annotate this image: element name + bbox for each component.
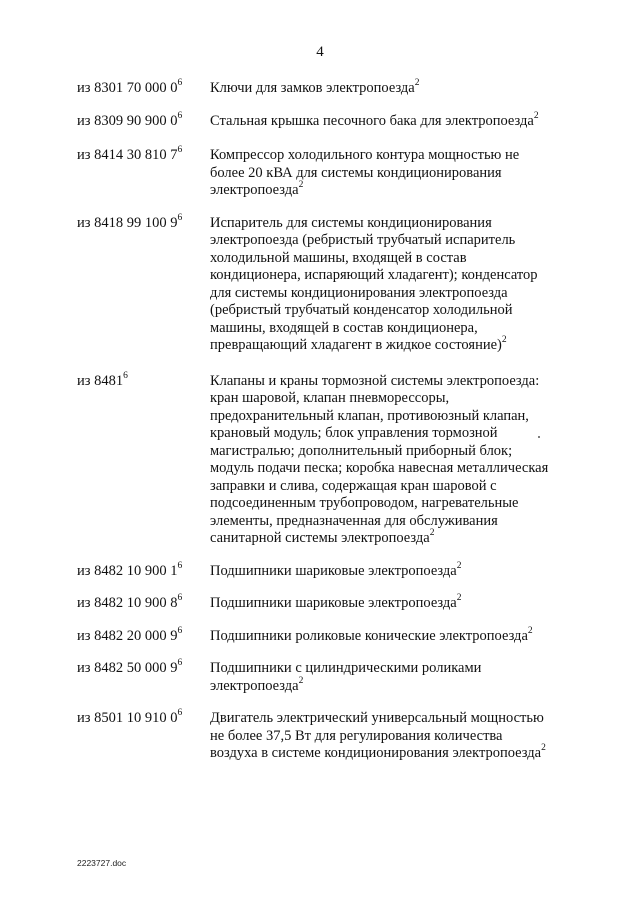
table-row <box>77 212 577 355</box>
item-description <box>210 147 577 200</box>
table-row <box>77 560 577 581</box>
item-description <box>210 710 577 763</box>
item-description <box>210 660 577 695</box>
footnote-mark: 6 <box>177 212 183 223</box>
footnote-mark: 2 <box>527 625 533 636</box>
description-line: подсоединенным трубопроводом, нагревательные <box>210 495 519 511</box>
footnote-mark: 2 <box>429 528 435 539</box>
footnote-mark: 6 <box>123 370 128 381</box>
footnote-mark: 2 <box>533 110 539 121</box>
description-line: Двигатель электрический универсальный мощностью <box>210 710 544 726</box>
description-line: более 20 кВА для системы кондиционирования <box>210 164 502 181</box>
table-row <box>77 710 577 763</box>
scan-speck <box>538 436 540 438</box>
table-row <box>77 110 577 131</box>
description-line: Подшипники шариковые электропоезда$^2$ <box>210 560 462 579</box>
tariff-code: из 8301 70 000 $0^6$ <box>77 78 183 96</box>
tariff-code: из 8481$^6$ <box>77 370 128 389</box>
item-description <box>210 215 577 355</box>
description-line: Компрессор холодильного контура мощностью не <box>210 147 520 163</box>
item-description <box>210 595 577 613</box>
tariff-code: из 8482 50 000 $9^6$ <box>77 658 183 676</box>
item-description <box>210 373 577 548</box>
footnote-mark: 6 <box>177 625 183 636</box>
footnote-mark: 6 <box>177 560 183 571</box>
footnote-mark: 2 <box>456 560 462 571</box>
description-line: холодильной машины, входящей в состав <box>210 249 467 266</box>
description-line: превращающий хладагент в жидкое состояние)$^2$ <box>210 335 507 353</box>
description-line: Ключи для замков электропоезда$^2$ <box>210 78 420 96</box>
description-line: Стальная крышка песочного бака для электропоезда$^2$ <box>210 110 539 129</box>
description-line: кондиционера, испаряющий хладагент); конденсатор <box>210 267 538 283</box>
tariff-code: из 8414 30 810 $7^6$ <box>77 145 183 163</box>
tariff-code: из 8309 90 900 $0^6$ <box>77 110 183 129</box>
description-line: электропоезда (ребристый трубчатый испаритель <box>210 232 516 248</box>
description-line: (ребристый трубчатый конденсатор холодильной <box>210 302 513 318</box>
description-line: не более 37,5 Вт для регулирования количества <box>210 727 503 744</box>
footnote-mark: 6 <box>177 145 183 156</box>
footnote-mark: 2 <box>501 335 507 346</box>
description-line: машины, входящей в состав кондиционера, <box>210 319 478 336</box>
description-line: крановый модуль; блок управления тормозной <box>210 425 498 441</box>
description-line: Подшипники роликовые конические электропоезда$^2$ <box>210 625 533 644</box>
item-description <box>210 110 577 131</box>
description-line: элементы, предназначенная для обслуживания <box>210 512 498 529</box>
footnote-mark: 6 <box>177 110 183 121</box>
table-row <box>77 147 577 200</box>
description-line: Клапаны и краны тормозной системы электропоезда: <box>210 372 540 389</box>
table-row <box>77 80 577 98</box>
description-line: электропоезда$^2$ <box>210 180 304 198</box>
tariff-code: из 8482 10 900 $8^6$ <box>77 593 183 611</box>
table-row <box>77 595 577 613</box>
footnote-mark: 2 <box>456 593 462 604</box>
description-line: Подшипники с цилиндрическими роликами <box>210 660 482 676</box>
description-line: Испаритель для системы кондиционирования <box>210 214 492 231</box>
item-description <box>210 625 577 646</box>
description-line: модуль подачи песка; коробка навесная металлическая <box>210 460 549 476</box>
description-line: воздуха в системе кондиционирования электропоезда$^2$ <box>210 743 546 761</box>
footnote-mark: 2 <box>298 675 304 686</box>
description-line: магистралью; дополнительный приборный блок; <box>210 442 513 459</box>
footnote-mark: 2 <box>541 743 546 754</box>
footnote-mark: 6 <box>177 78 183 89</box>
description-line: кран шаровой, клапан пневморессоры, <box>210 390 450 406</box>
page-number: 4 <box>316 44 324 60</box>
tariff-code: из 8501 10 910 $0^6$ <box>77 708 183 726</box>
description-line: Подшипники шариковые электропоезда$^2$ <box>210 593 462 611</box>
tariff-code: из 8482 20 000 $9^6$ <box>77 625 183 644</box>
item-description <box>210 80 577 98</box>
description-line: заправки и слива, содержащая кран шаровой с <box>210 477 497 494</box>
footnote-mark: 2 <box>414 78 420 89</box>
table-row <box>77 370 577 548</box>
tariff-code: из 8482 10 900 $1^6$ <box>77 560 183 579</box>
footnote-mark: 2 <box>298 180 304 191</box>
table-row <box>77 625 577 646</box>
footnote-mark: 6 <box>177 658 183 669</box>
table-row <box>77 660 577 695</box>
description-line: предохранительный клапан, противоюзный клапан, <box>210 407 529 424</box>
footnote-mark: 6 <box>177 593 183 604</box>
item-description <box>210 560 577 581</box>
description-line: санитарной системы электропоезда$^2$ <box>210 528 435 546</box>
tariff-code: из 8418 99 100 $9^6$ <box>77 212 183 231</box>
document-filename: 2223727.doc <box>77 858 127 868</box>
footnote-mark: 6 <box>177 708 183 719</box>
tariff-code-table <box>77 80 577 763</box>
description-line: электропоезда$^2$ <box>210 675 304 694</box>
description-line: для системы кондиционирования электропоезда <box>210 284 508 301</box>
